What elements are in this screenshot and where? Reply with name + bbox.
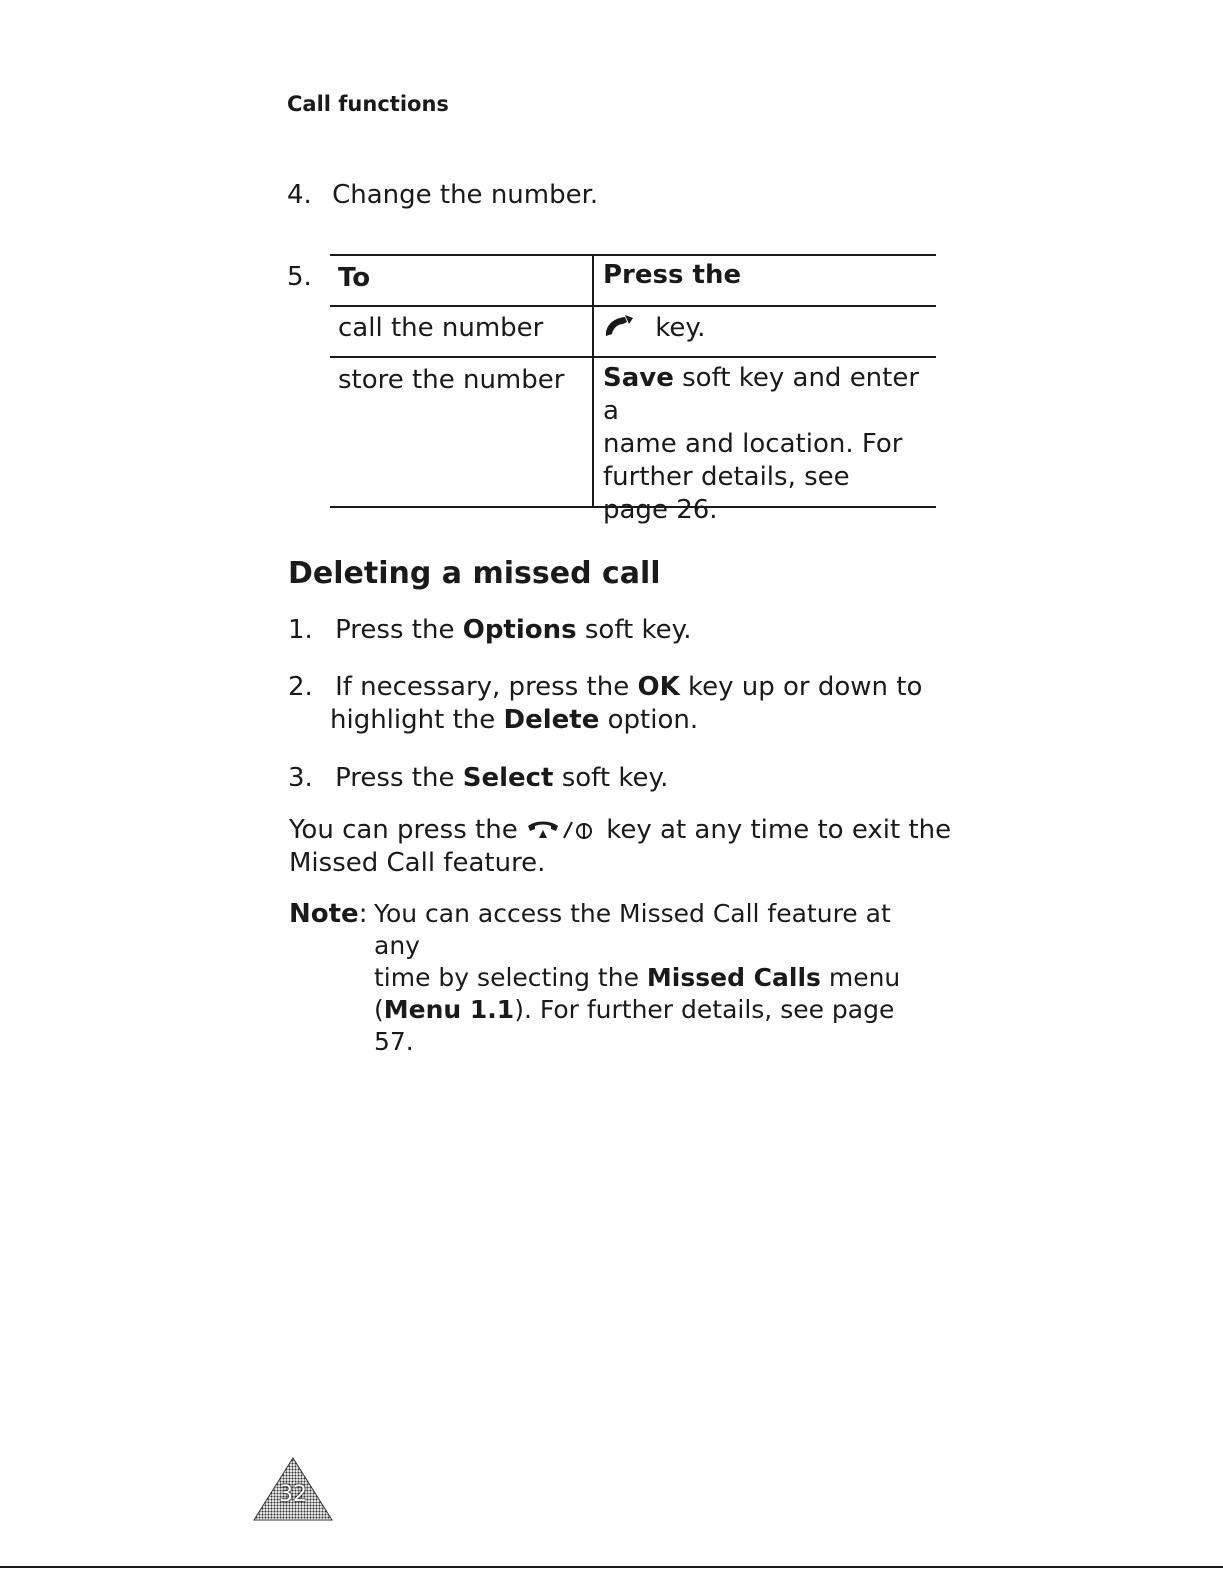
row-call-press (603, 312, 705, 345)
note-line (374, 962, 934, 994)
missed-calls-menu-label: Missed Calls (646, 963, 821, 992)
note-text: ( (374, 995, 384, 1024)
end-power-key-icon (526, 818, 598, 842)
step-text: soft key. (553, 763, 669, 793)
note-line (374, 994, 934, 1058)
note-body (374, 898, 934, 1058)
para-text: You can press the (289, 815, 526, 845)
step-number: 2. (288, 672, 313, 702)
exit-paragraph (289, 814, 951, 847)
step-4 (287, 179, 598, 212)
para-text: key at any time to exit the (606, 815, 952, 845)
note-colon: : (358, 899, 368, 929)
step-number: 3. (288, 763, 313, 793)
step-number: 4. (287, 180, 312, 210)
row-store-to: store the number (338, 365, 565, 395)
step-text: Press the (335, 615, 463, 645)
note-label-text: Note (289, 899, 359, 929)
press-line: page 26. (603, 495, 718, 525)
delete-option-label: Delete (503, 705, 600, 735)
ok-key-label: OK (637, 672, 680, 702)
page-number: 32 (279, 1482, 307, 1507)
row-call-to: call the number (338, 313, 544, 343)
options-softkey-label: Options (462, 615, 577, 645)
note-text: menu (820, 963, 901, 992)
step-number: 1. (288, 615, 313, 645)
note-line: You can access the Missed Call feature at any (374, 899, 891, 960)
exit-paragraph-line2: Missed Call feature. (289, 848, 546, 878)
press-line: name and location. For (603, 429, 903, 459)
col-header-to: To (338, 263, 371, 293)
section-header: Call functions (287, 92, 449, 116)
page-number-badge (252, 1456, 334, 1522)
press-line: further details, see (603, 462, 850, 492)
step-text: soft key. (576, 615, 692, 645)
row-store-press (603, 362, 933, 527)
step-5-number: 5. (287, 262, 312, 292)
col-header-press: Press the (603, 260, 742, 290)
send-key-icon (603, 314, 637, 338)
note-text: ). For further details, see page 57. (374, 995, 895, 1056)
step-text: key up or down to (679, 672, 923, 702)
step-2-line2 (330, 704, 698, 737)
bottom-rule (0, 1566, 1223, 1568)
action-table (330, 254, 936, 525)
step-text: option. (599, 705, 699, 735)
press-line: soft key and enter a (603, 363, 920, 426)
step-2 (288, 671, 922, 704)
step-3 (288, 762, 668, 795)
step-1 (288, 614, 692, 647)
select-softkey-label: Select (462, 763, 554, 793)
step-text: highlight the (330, 705, 504, 735)
menu-number-label: Menu 1.1 (383, 995, 515, 1024)
step-text: If necessary, press the (335, 672, 638, 702)
note-label (289, 898, 367, 931)
key-text: key. (655, 313, 706, 343)
note-text: time by selecting the (374, 963, 647, 992)
step-text: Press the (335, 763, 463, 793)
save-softkey-label: Save (603, 363, 674, 393)
section-heading: Deleting a missed call (288, 556, 661, 591)
step-text: Change the number. (332, 180, 599, 210)
